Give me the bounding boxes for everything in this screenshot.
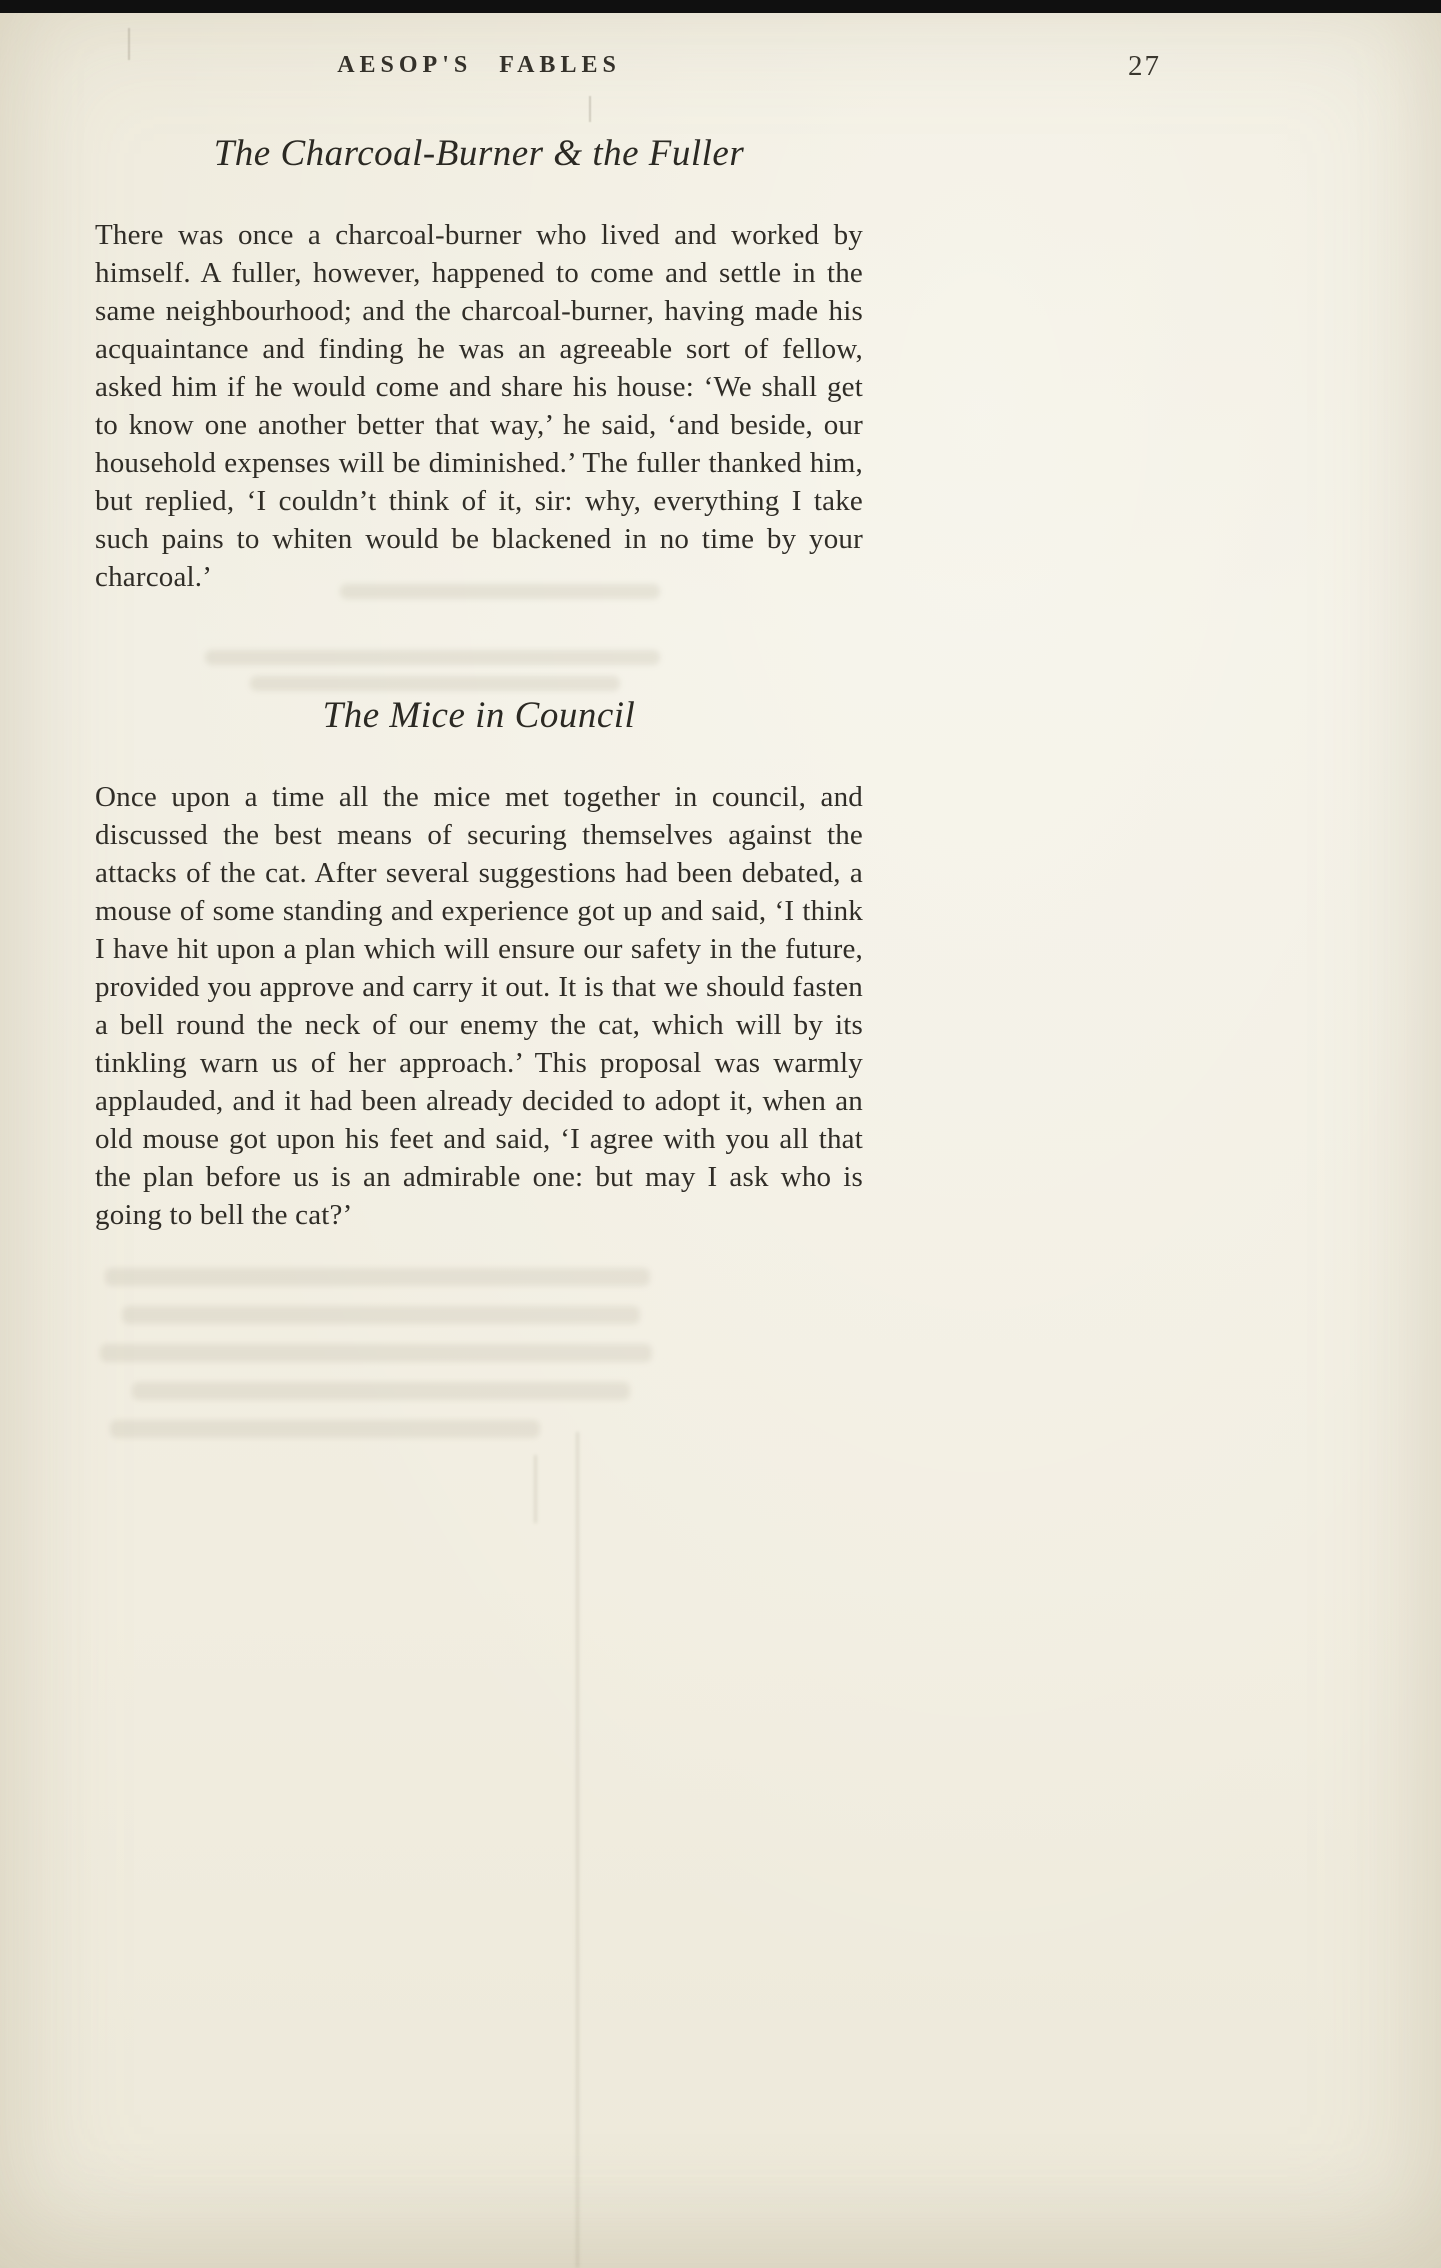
fable-mice-in-council: [95, 692, 863, 1234]
page-bleedthrough: [100, 1344, 652, 1362]
page-bleedthrough: [205, 650, 660, 665]
fable-text: There was once a charcoal-burner who lived and worked by himself. A fuller, however, happened to come and settle in the same neighbourhood; and the charcoal-burner, having made his acquaintance and finding he was an agreeable sort of fellow, asked him if he would come and share his house: ‘We shall get to know one another better that way,’ he said, ‘and beside, our household expenses will be diminished.’ The fuller thanked him, but replied, ‘I couldn’t think of it, sir: why, everything I take such pains to whiten would be blackened in no time by your charcoal.’: [95, 219, 863, 593]
running-title: AESOP'S FABLES: [337, 52, 621, 78]
page-bleedthrough: [110, 1420, 540, 1438]
fable-title: The Mice in Council: [322, 695, 636, 736]
page-number: 27: [1128, 50, 1161, 82]
page-bleedthrough: [340, 584, 660, 599]
scan-speck: [589, 96, 591, 122]
fable-text: Once upon a time all the mice met together in council, and discussed the best means of securing themselves against the attacks of the cat. After several suggestions had been debated, a mouse of some standing and experience got up and said, ‘I think I have hit upon a plan which will ensure our safety in the future, provided you approve and carry it out. It is that we should fasten a bell round the neck of our enemy the cat, which will by its tinkling warn us of her approach.’ This proposal was warmly applauded, and it had been already decided to adopt it, when an old mouse got upon his feet and said, ‘I agree with you all that the plan before us is an admirable one: but may I ask who is going to bell the cat?’: [95, 781, 863, 1231]
fable-title: The Charcoal-Burner & the Fuller: [213, 133, 745, 174]
fable-charcoal-burner-and-fuller: [95, 130, 863, 596]
scan-top-edge: [0, 0, 1441, 13]
scan-crease: [534, 1455, 537, 1523]
page-bleedthrough: [122, 1306, 640, 1324]
scan-crease: [576, 1432, 579, 2268]
scan-speck: [128, 28, 130, 60]
page-bleedthrough: [250, 676, 620, 691]
page-bleedthrough: [132, 1382, 630, 1400]
running-head: [95, 52, 863, 79]
page-bleedthrough: [105, 1268, 650, 1286]
